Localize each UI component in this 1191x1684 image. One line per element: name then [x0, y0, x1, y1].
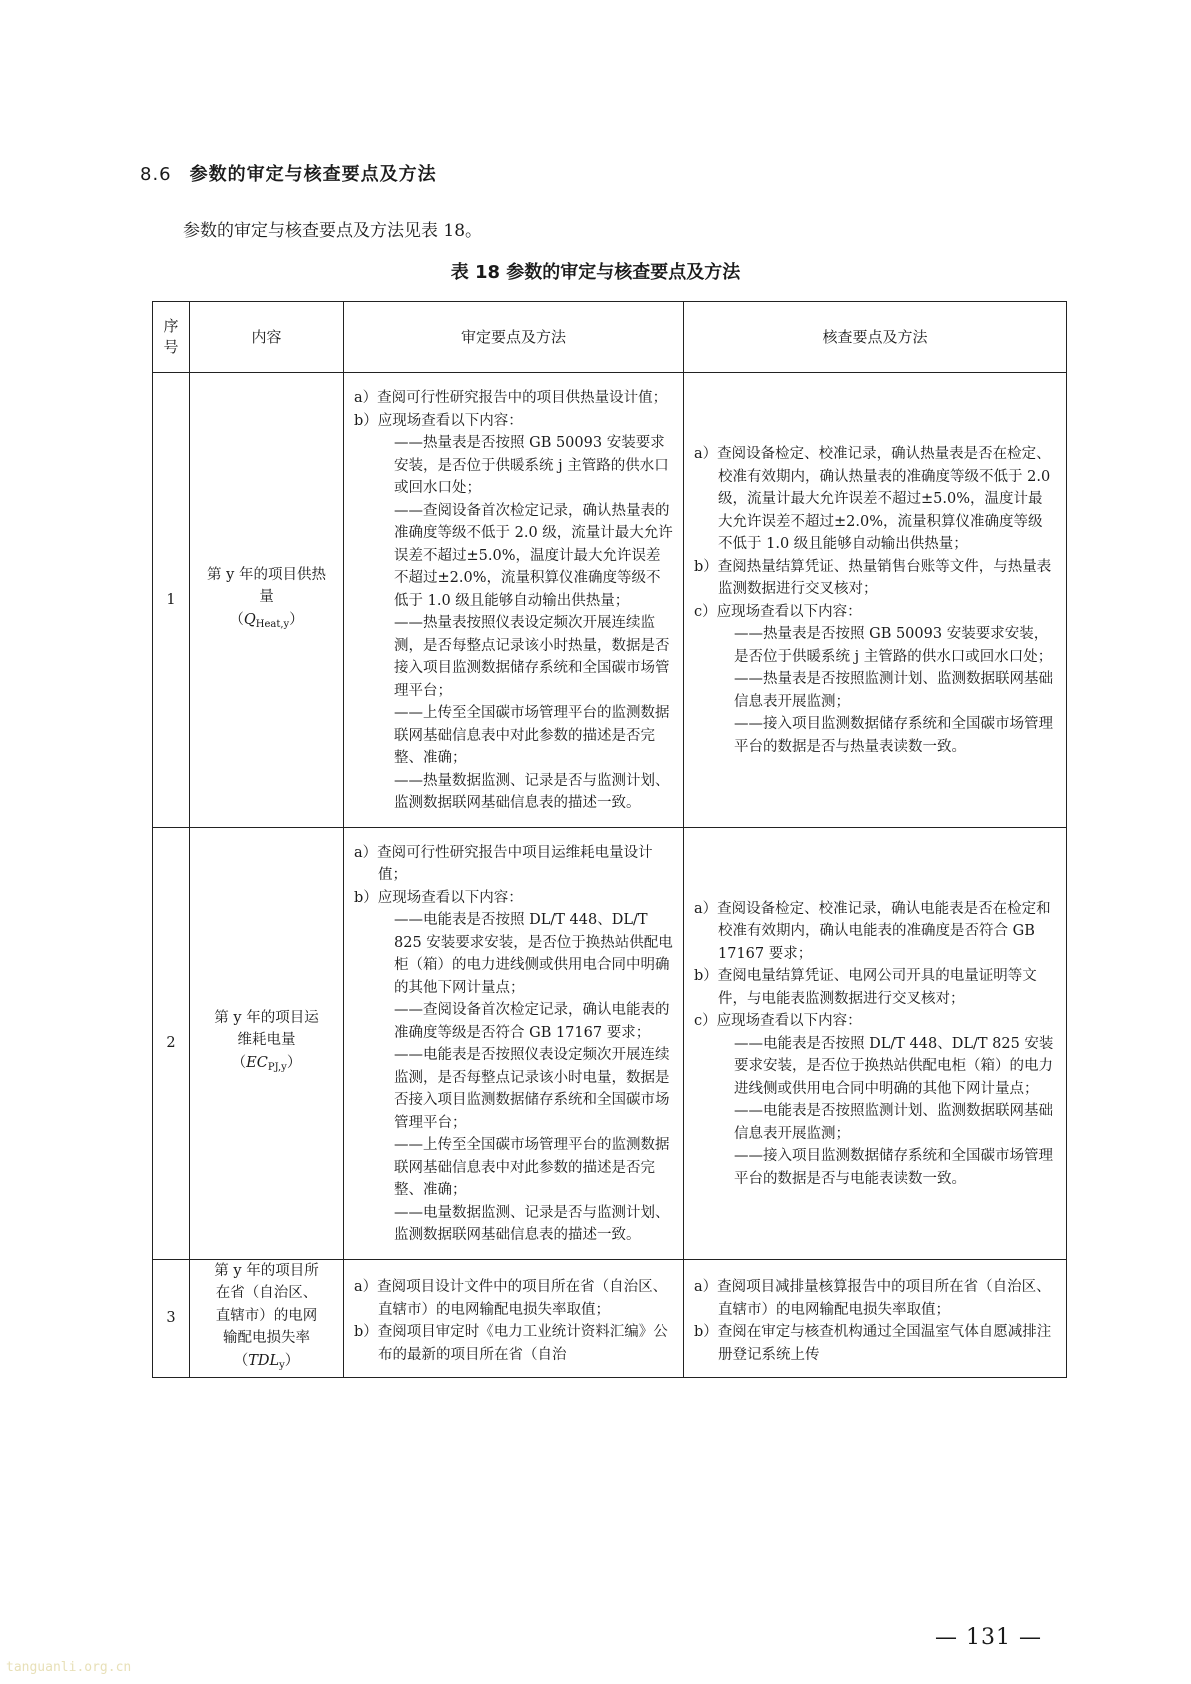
- content-line: 量: [259, 589, 274, 605]
- symbol-main: Q: [243, 611, 256, 628]
- header-seq-text: 序号: [163, 317, 179, 356]
- verification-cell: [684, 827, 1067, 1259]
- sub-item: ——接入项目监测数据储存系统和全国碳市场管理平台的数据是否与热量表读数一致。: [734, 716, 1053, 755]
- validation-cell: [344, 373, 684, 828]
- symbol-subscript: PJ,y: [267, 1061, 287, 1073]
- validation-cell: [344, 1259, 684, 1378]
- table-row: [153, 373, 1067, 828]
- section-heading: [140, 160, 437, 186]
- content-line: 维耗电量: [237, 1032, 296, 1049]
- list-item: a）查阅可行性研究报告中的项目供热量设计值；: [354, 390, 668, 406]
- row-content: [190, 827, 344, 1259]
- row-seq: 3: [153, 1259, 190, 1378]
- list-item: c）应现场查看以下内容：: [694, 603, 862, 620]
- row-seq: 2: [153, 827, 190, 1259]
- parameter-symbol: $(TDL_y)$: [233, 1352, 300, 1371]
- content-line: 输配电损失率: [223, 1330, 310, 1346]
- header-validation: 审定要点及方法: [344, 302, 684, 373]
- header-content: 内容: [190, 302, 344, 373]
- content-line: 第 y 年的项目运: [214, 1009, 319, 1026]
- sub-item: ——热量表是否按照 GB 50093 安装要求安装，是否位于供暖系统 j 主管路的供水口或回水口处；: [394, 435, 669, 496]
- sub-item: ——查阅设备首次检定记录，确认热量表的准确度等级不低于 2.0 级，流量计最大允许误差不超过±5.0%，温度计最大允许误差不超过±2.0%，流量积算仪准确度等级不低于 1.0 级且能够自动输出供热量；: [394, 502, 673, 609]
- parameter-symbol: $(Q_{Heat,y})$: [229, 611, 304, 630]
- header-verification: 核查要点及方法: [684, 302, 1067, 373]
- verification-cell: [684, 1259, 1067, 1378]
- sub-item: ——热量表按照仪表设定频次开展连续监测，是否每整点记录该小时热量，数据是否接入项目监测数据储存系统和全国碳市场管理平台；: [394, 615, 670, 699]
- symbol-subscript: Heat,y: [255, 618, 290, 630]
- symbol-main: EC: [246, 1054, 268, 1071]
- section-title: 参数的审定与核查要点及方法: [189, 164, 437, 185]
- list-item: a）查阅设备检定、校准记录，确认电能表是否在检定和校准有效期内，确认电能表的准确度是否符合 GB 17167 要求；: [694, 900, 1051, 962]
- list-item: a）查阅项目减排量核算报告中的项目所在省（自治区、直辖市）的电网输配电损失率取值；: [694, 1279, 1051, 1318]
- sub-item: ——查阅设备首次检定记录，确认电能表的准确度等级是否符合 GB 17167 要求；: [394, 1002, 670, 1041]
- content-line: 第 y 年的项目供热: [207, 566, 326, 583]
- list-item: b）查阅在审定与核查机构通过全国温室气体自愿减排注册登记系统上传: [694, 1324, 1052, 1363]
- list-item: c）应现场查看以下内容：: [694, 1013, 862, 1030]
- table-row: [153, 827, 1067, 1259]
- row-content: [190, 373, 344, 828]
- content-line: 第 y 年的项目所: [214, 1262, 319, 1279]
- section-number: 8.6: [140, 164, 172, 185]
- sub-item: ——上传至全国碳市场管理平台的监测数据联网基础信息表中对此参数的描述是否完整、准确；: [394, 705, 670, 766]
- symbol-subscript: y: [279, 1359, 285, 1371]
- table-header-row: [153, 302, 1067, 373]
- list-item: a）查阅项目设计文件中的项目所在省（自治区、直辖市）的电网输配电损失率取值；: [354, 1279, 668, 1318]
- page-number: — 131 —: [935, 1625, 1042, 1650]
- list-item: a）查阅可行性研究报告中项目运维耗电量设计值；: [354, 844, 653, 883]
- sub-item: ——热量数据监测、记录是否与监测计划、监测数据联网基础信息表的描述一致。: [394, 772, 670, 811]
- sub-item: ——接入项目监测数据储存系统和全国碳市场管理平台的数据是否与电能表读数一致。: [734, 1148, 1053, 1187]
- sub-item: ——热量表是否按照 GB 50093 安装要求安装，是否位于供暖系统 j 主管路的供水口或回水口处；: [734, 626, 1053, 665]
- list-item: b）查阅项目审定时《电力工业统计资料汇编》公布的最新的项目所在省（自治: [354, 1324, 668, 1363]
- sub-item: ——上传至全国碳市场管理平台的监测数据联网基础信息表中对此参数的描述是否完整、准确；: [394, 1137, 670, 1198]
- parameter-symbol: $(EC_{PJ,y})$: [231, 1054, 302, 1073]
- row-seq: 1: [153, 373, 190, 828]
- sub-item: ——热量表是否按照监测计划、监测数据联网基础信息表开展监测；: [734, 671, 1053, 710]
- verification-cell: [684, 373, 1067, 828]
- sub-item: ——电量数据监测、记录是否与监测计划、监测数据联网基础信息表的描述一致。: [394, 1204, 670, 1243]
- watermark: tanguanli.org.cn: [6, 1660, 132, 1675]
- sub-item: ——电能表是否按照 DL/T 448、DL/T 825 安装要求安装，是否位于换热站供配电柜（箱）的电力进线侧或供用电合同中明确的其他下网计量点；: [734, 1035, 1054, 1097]
- symbol-main: TDL: [248, 1352, 280, 1369]
- list-item: b）应现场查看以下内容：: [354, 412, 523, 429]
- parameters-table: [152, 301, 1067, 1378]
- table-caption: 表 18 参数的审定与核查要点及方法: [450, 262, 741, 283]
- list-item: b）查阅热量结算凭证、热量销售台账等文件，与热量表监测数据进行交叉核对；: [694, 558, 1052, 598]
- content-line: 直辖市）的电网: [215, 1307, 318, 1324]
- list-item: b）应现场查看以下内容：: [354, 889, 523, 906]
- content-line: 在省（自治区、: [215, 1285, 318, 1301]
- sub-item: ——电能表是否按照 DL/T 448、DL/T 825 安装要求安装，是否位于换热站供配电柜（箱）的电力进线侧或供用电合同中明确的其他下网计量点；: [394, 912, 673, 996]
- list-item: b）查阅电量结算凭证、电网公司开具的电量证明等文件，与电能表监测数据进行交叉核对；: [694, 968, 1037, 1007]
- list-item: a）查阅设备检定、校准记录，确认热量表是否在检定、校准有效期内，确认热量表的准确度等级不低于 2.0 级，流量计最大允许误差不超过±5.0%，温度计最大允许误差不超过±2.0%，流量积算仪准确度等级不低于 1.0 级且能够自动输出供热量；: [694, 446, 1051, 553]
- row-content: [190, 1259, 344, 1378]
- intro-paragraph: 参数的审定与核查要点及方法见表 18。: [183, 221, 483, 241]
- sub-item: ——电能表是否按照仪表设定频次开展连续监测，是否每整点记录该小时电量，数据是否接入项目监测数据储存系统和全国碳市场管理平台；: [394, 1047, 670, 1131]
- sub-item: ——电能表是否按照监测计划、监测数据联网基础信息表开展监测；: [734, 1103, 1053, 1142]
- header-seq: [153, 302, 190, 373]
- validation-cell: [344, 827, 684, 1259]
- table-row: [153, 1259, 1067, 1378]
